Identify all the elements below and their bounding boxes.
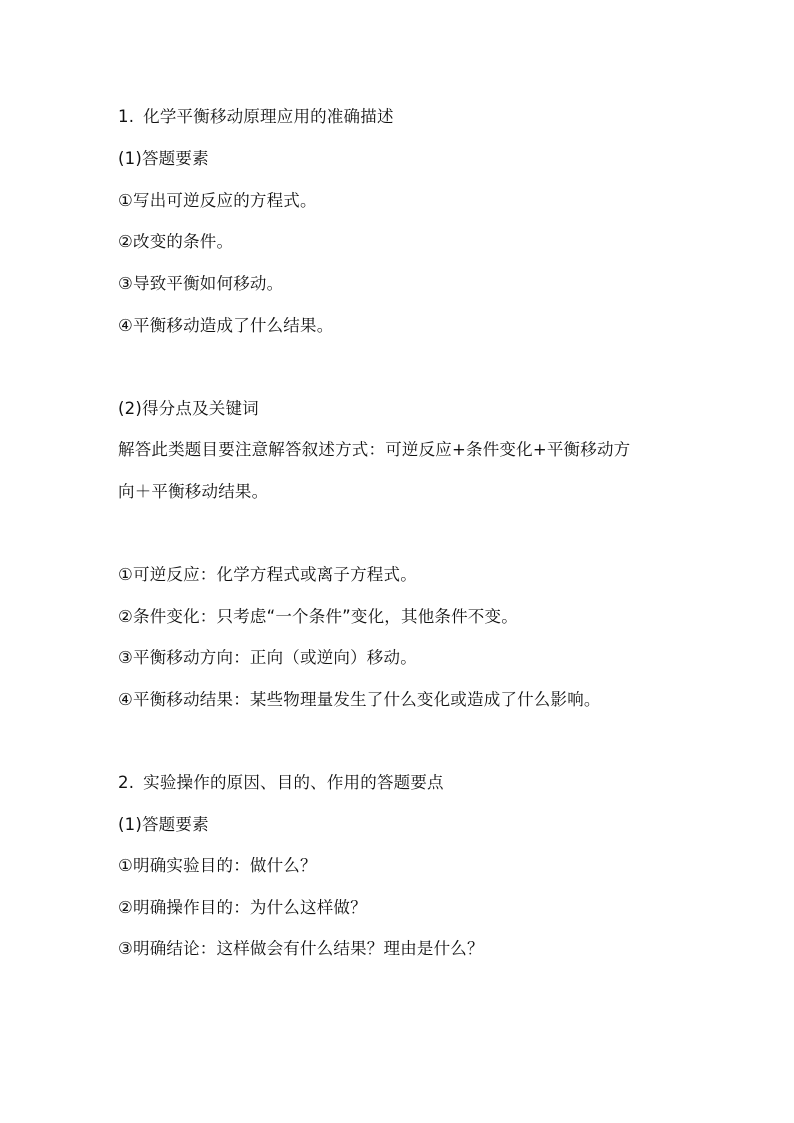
section-2-sub1-item: ①明确实验目的：做什么？ [118, 856, 317, 875]
section-1-sub2-intro-line1: 解答此类题目要注意解答叙述方式：可逆反应+条件变化+平衡移动方 [118, 440, 631, 459]
section-2-sub1-item: ③明确结论：这样做会有什么结果？理由是什么？ [118, 939, 484, 958]
section-2-sub1-heading: (1)答题要素 [118, 815, 209, 834]
section-1-heading [118, 106, 718, 128]
section-2-title: 实验操作的原因、目的、作用的答题要点 [143, 773, 444, 792]
section-1-number: 1. [118, 107, 135, 126]
section-1-sub2-item: ①可逆反应：化学方程式或离子方程式。 [118, 565, 417, 584]
section-1-sub1-item: ②改变的条件。 [118, 232, 234, 251]
section-2-heading [118, 772, 718, 794]
section-2-number: 2. [118, 773, 135, 792]
section-1-sub2-item: ④平衡移动结果：某些物理量发生了什么变化或造成了什么影响。 [118, 690, 601, 709]
section-1-sub1-item: ③导致平衡如何移动。 [118, 274, 284, 293]
section-1-sub2-item: ②条件变化：只考虑“一个条件”变化，其他条件不变。 [118, 607, 518, 626]
section-1-sub2-item: ③平衡移动方向：正向（或逆向）移动。 [118, 648, 417, 667]
section-1-sub1-item: ①写出可逆反应的方程式。 [118, 191, 317, 210]
section-1-sub1-heading: (1)答题要素 [118, 149, 209, 168]
section-2-sub1-item: ②明确操作目的：为什么这样做？ [118, 898, 367, 917]
section-1-sub1-item: ④平衡移动造成了什么结果。 [118, 316, 334, 335]
section-1-sub2-intro-line2: 向＋平衡移动结果。 [118, 482, 269, 501]
section-1-sub2-heading: (2)得分点及关键词 [118, 399, 259, 418]
section-1-title: 化学平衡移动原理应用的准确描述 [143, 107, 394, 126]
